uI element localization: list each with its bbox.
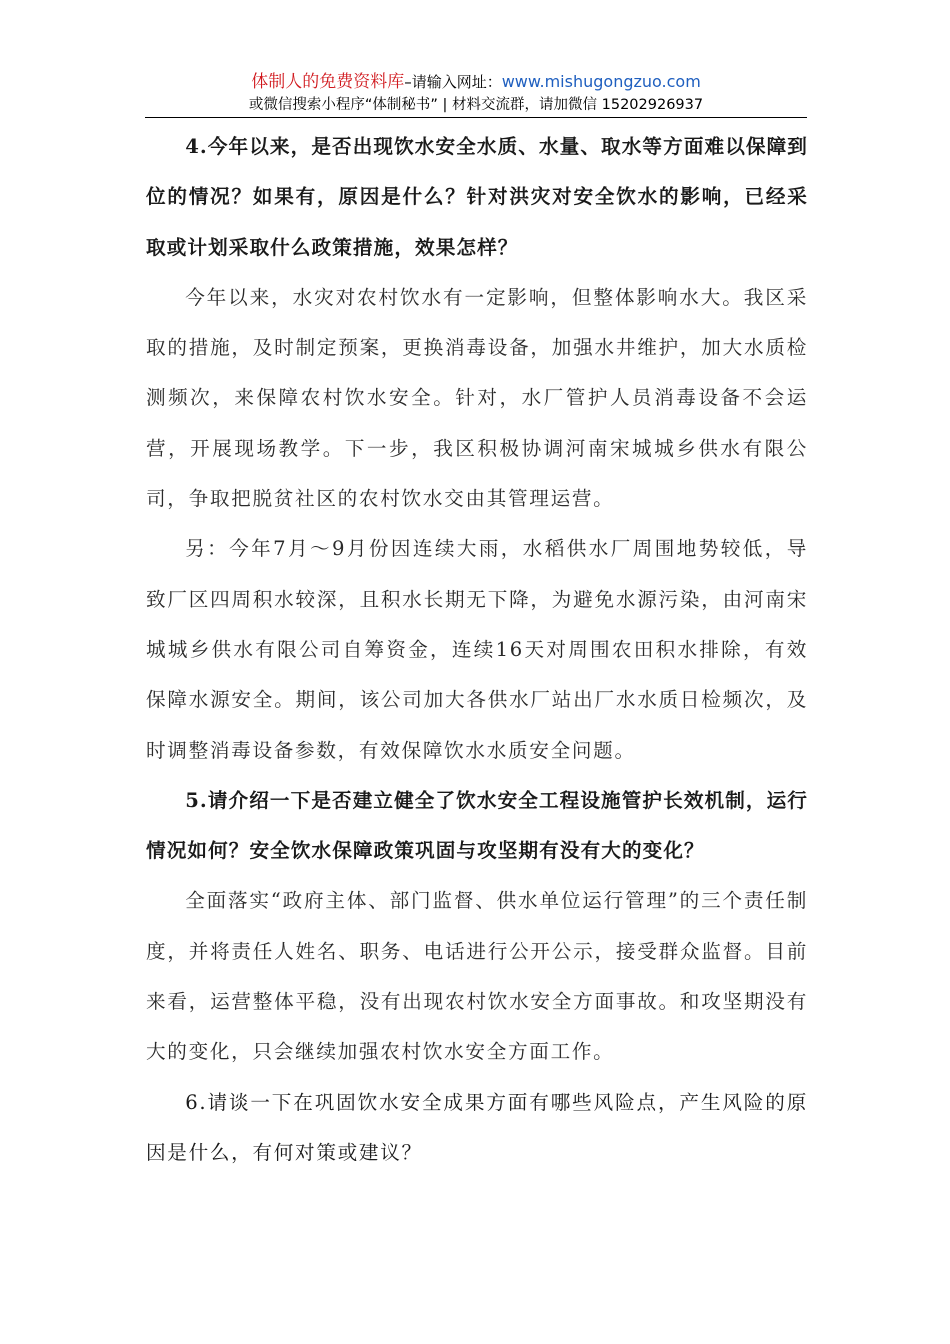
question-5: 5.请介绍一下是否建立健全了饮水安全工程设施管护长效机制，运行情况如何？安全饮水保障政策巩固与攻坚期有没有大的变化？ — [146, 788, 808, 863]
answer-4-paragraph-1: 今年以来，水灾对农村饮水有一定影响，但整体影响水大。我区采取的措施，及时制定预案，更换消毒设备，加强水井维护，加大水质检测频次，来保障农村饮水安全。针对，水厂管护人员消毒设备不会运营，开展现场教学。下一步，我区积极协调河南宋城城乡供水有限公司，争取把脱贫社区的农村饮水交由其管理运营。 — [146, 285, 808, 511]
document-body — [146, 122, 808, 1178]
header-line-1 — [145, 70, 807, 94]
header-divider — [145, 117, 807, 118]
header-line-2: 或微信搜索小程序“体制秘书” | 材料交流群，请加微信 15202926937 — [248, 97, 704, 113]
page-header — [145, 70, 807, 116]
header-prompt: –请输入网址： — [404, 73, 502, 91]
answer-5: 全面落实“政府主体、部门监督、供水单位运行管理”的三个责任制度，并将责任人姓名、职务、电话进行公开公示，接受群众监督。目前来看，运营整体平稳，没有出现农村饮水安全方面事故。和攻坚期没有大的变化，只会继续加强农村饮水安全方面工作。 — [146, 889, 808, 1064]
answer-4-paragraph-2: 另：今年7月～9月份因连续大雨，水稻供水厂周围地势较低，导致厂区四周积水较深，且积水长期无下降，为避免水源污染，由河南宋城城乡供水有限公司自筹资金，连续16天对周围农田积水排除，有效保障水源安全。期间，该公司加大各供水厂站出厂水水质日检频次，及时调整消毒设备参数，有效保障饮水水质安全问题。 — [146, 537, 808, 762]
header-brand: 体制人的免费资料库 — [251, 72, 405, 92]
header-url-link[interactable]: www.mishugongzuo.com — [501, 72, 701, 91]
question-6: 6.请谈一下在巩固饮水安全成果方面有哪些风险点，产生风险的原因是什么，有何对策或建议？ — [146, 1090, 808, 1164]
question-4: 4.今年以来，是否出现饮水安全水质、水量、取水等方面难以保障到位的情况？如果有，原因是什么？针对洪灾对安全饮水的影响，已经采取或计划采取什么政策措施，效果怎样？ — [146, 135, 808, 259]
